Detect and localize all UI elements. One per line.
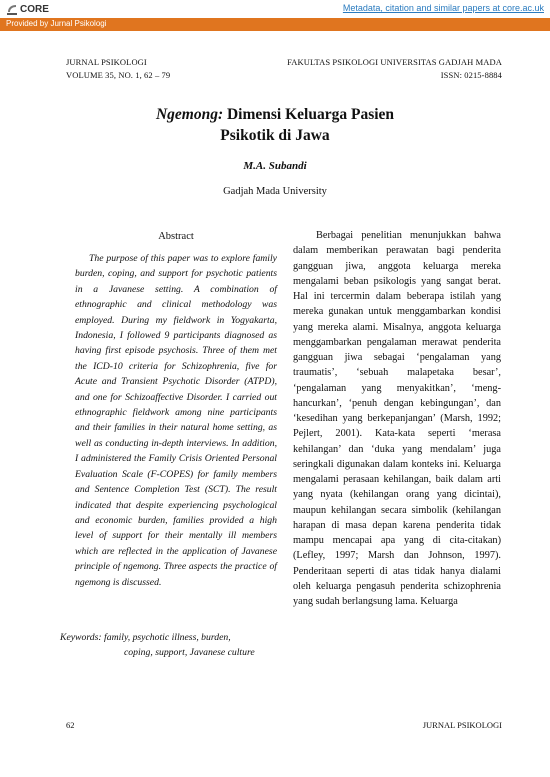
core-logo[interactable]	[6, 2, 49, 16]
issn: ISSN: 0215-8884	[440, 70, 502, 80]
provided-by-bar	[0, 18, 550, 31]
journal-name: JURNAL PSIKOLOGI	[66, 57, 147, 67]
provided-by-text[interactable]: Provided by Jurnal Psikologi	[6, 19, 107, 28]
author-name: M.A. Subandi	[243, 160, 307, 172]
running-head-left	[66, 56, 170, 82]
keywords-line1: family, psychotic illness, burden,	[104, 632, 231, 643]
article-title	[60, 104, 490, 146]
keywords	[60, 630, 277, 661]
metadata-link[interactable]: Metadata, citation and similar papers at core.ac.uk	[342, 3, 544, 13]
running-head-right	[287, 56, 502, 82]
affiliation: Gadjah Mada University	[223, 186, 327, 197]
keywords-label: Keywords:	[60, 632, 102, 643]
title-italic: Ngemong:	[155, 106, 224, 123]
page-number: 62	[66, 720, 75, 730]
keywords-line2: coping, support, Javanese culture	[124, 647, 255, 659]
abstract-heading: Abstract	[158, 231, 194, 242]
body-column	[293, 228, 501, 609]
core-logo-icon	[6, 3, 18, 16]
abstract-text	[75, 251, 277, 590]
title-rest: Dimensi Keluarga Pasien	[223, 106, 395, 123]
volume-info: VOLUME 35, NO. 1, 62 – 79	[66, 70, 171, 80]
core-banner	[0, 0, 550, 19]
core-logo-text: CORE	[20, 3, 49, 15]
faculty-name: FAKULTAS PSIKOLOGI UNIVERSITAS GADJAH MADA	[287, 57, 502, 67]
footer-journal-name: JURNAL PSIKOLOGI	[422, 720, 502, 730]
abstract-paragraph: The purpose of this paper was to explore family burden, coping, and support for psychotic patients in a Javanese setting. A combination of ethnographic and clinical methodology was employed. During my fieldwork in Yogyakarta, Indonesia, I followed 9 participants diagnosed as having first episode psychosis. Three of them met the ICD-10 criteria for Schizophrenia, five for Acute and Transient Psychotic Disorder (ATPD), and one for Schizoaffective Disorder. I carried out ethnographic fieldwork among nine participants and their families in their natural home setting, as well as conducting in-depth interviews. In addition, I administered the Family Crisis Oriented Personal Evaluation Scale (F-COPES) for family members and Sentence Completion Test (SCT). The result indicated that despite experiencing psychological and economic burden, families provided a high level of support for their mentally ill members which are reflected in the application of Javanese principle of ngemong. Three aspects the practice of ngemong is discussed.	[75, 253, 277, 588]
body-paragraph: Berbagai penelitian menunjukkan bahwa dalam memberikan perawatan bagi penderita gangguan jiwa, anggota keluarga mereka mengalami beban psikologis yang sangat berat. Hal ini tercermin dalam beberapa istilah yang mereka gunakan untuk menggambarkan kondisi yang mereka alami. Misalnya, anggota keluarga menggambarkan pengalaman merawat penderita gangguan jiwa sebagai ‘pengalaman yang traumatis’, ‘sebuah malapetaka besar’, ‘pengalaman yang menyakitkan’, ‘menghancurkan’, ‘penuh dengan kebingungan’, dan ‘kesedihan yang berkepanjangan’ (Marsh, 1992; Pejlert, 2001). Kata-kata seperti ‘merasa kehilangan’ dan ‘duka yang mendalam’ juga seringkali digunakan dalam konteks ini. Keluarga mengalami perasaan kehilangan, baik dalam arti yang nyata (kehilangan orang yang dicintai), maupun kehilangan secara simbolik (kehilangan harapan di masa depan karena penderita tidak mampu mencapai apa yang di cita-citakan) (Lefley, 1997; Marsh dan Johnson, 1997). Penderitaan seperti di atas tidak hanya dialami oleh keluarga pengasuh penderita schizophrenia yang sudah berlangsung lama. Keluarga	[293, 230, 501, 607]
title-line2: Psikotik di Jawa	[220, 127, 330, 144]
